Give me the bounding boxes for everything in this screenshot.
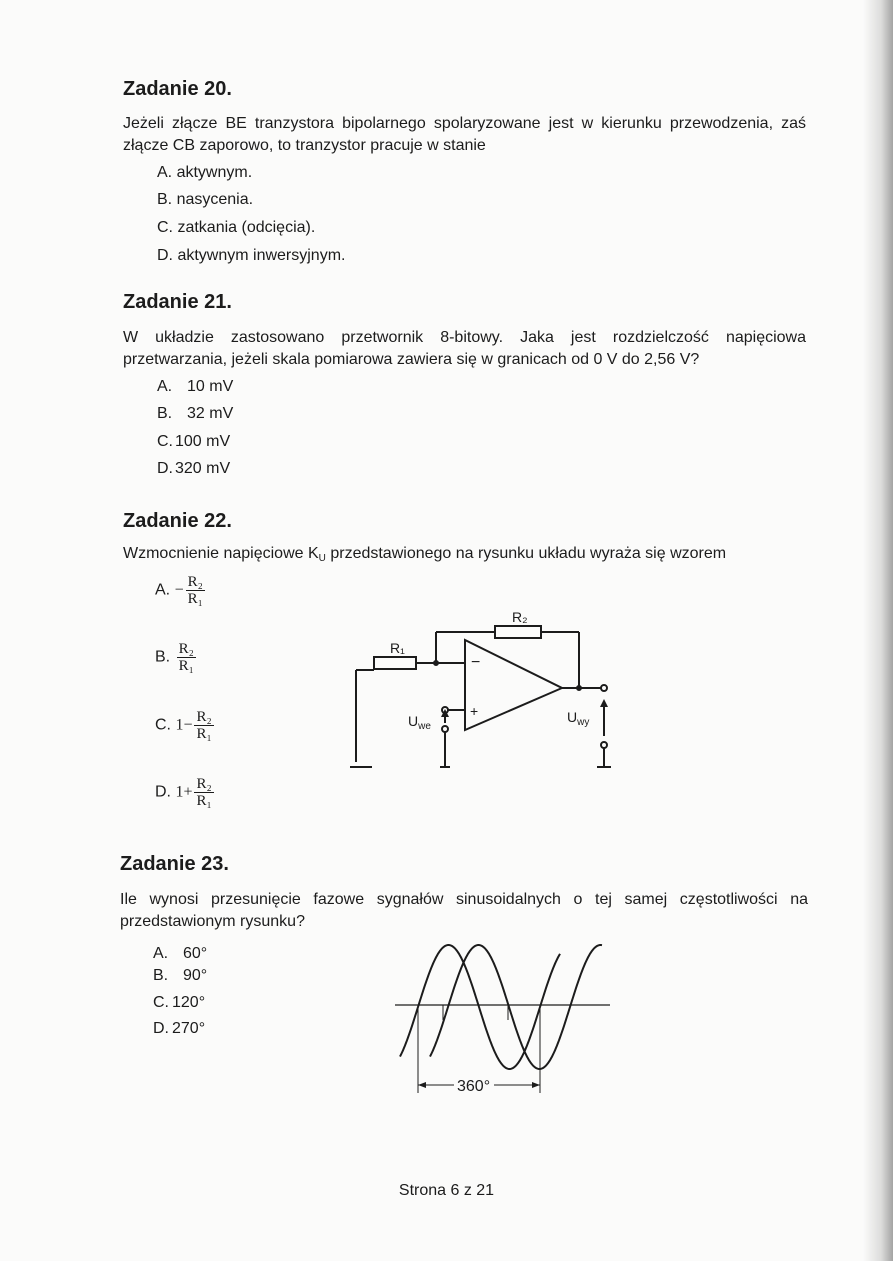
page-number: Strona 6 z 21 [398, 1182, 495, 1199]
output-ground-terminal [601, 742, 607, 748]
question-22-option-a[interactable] [155, 574, 207, 607]
option-value: 270° [172, 1020, 206, 1037]
option-letter: D. [153, 1020, 169, 1037]
question-20-text: Jeżeli złącze BE tranzystora bipolarnego spolaryzowane jest w kierunku przewodzenia, zaś złącze CB zaporowo, to tranzystor pracuje w stanie [123, 115, 806, 154]
output-terminal [601, 685, 607, 691]
option-value: 60° [183, 945, 208, 962]
option-value: 90° [183, 967, 208, 984]
option-value: 120° [172, 994, 206, 1011]
question-22-option-d[interactable] [155, 776, 216, 809]
option-letter: A. [155, 581, 171, 599]
question-22-option-b[interactable] [155, 641, 198, 674]
option-value: 320 mV [175, 460, 231, 477]
question-22-option-c[interactable] [155, 709, 216, 742]
question-23-option-b[interactable] [153, 966, 208, 986]
formula-prefix: 1+ [175, 783, 193, 801]
question-21-option-d[interactable] [157, 459, 231, 479]
question-21-option-b[interactable] [157, 404, 234, 424]
resistor-r1 [374, 657, 416, 669]
inverting-amplifier-circuit [340, 600, 630, 785]
question-23-option-d[interactable] [153, 1019, 206, 1039]
question-20-title: Zadanie 20. [123, 78, 232, 100]
arrowhead-left [418, 1082, 426, 1088]
plus-sign: + [470, 703, 479, 719]
question-21-option-a[interactable] [157, 377, 234, 397]
r2-label: R₂ [512, 609, 528, 625]
fraction: $\frac{\text{R₂}}{\text{R₁}}$ [196, 709, 212, 742]
uwy-arrowhead [600, 699, 608, 707]
formula-prefix: 1− [175, 716, 193, 734]
resistor-r2 [495, 626, 541, 638]
sine-wave-1 [400, 945, 560, 1069]
question-23-option-a[interactable] [153, 944, 208, 964]
option-letter: B. [153, 967, 169, 984]
period-label: 360° [457, 1078, 491, 1095]
option-value: 100 mV [175, 433, 231, 450]
question-20-option-b[interactable]: B. nasycenia. [157, 191, 254, 208]
uwy-label: $U_{wy}$ [567, 709, 590, 728]
formula-prefix: − [174, 581, 184, 599]
fraction: $\frac{\text{R₂}}{\text{R₁}}$ [196, 776, 212, 809]
input-ground-terminal [442, 726, 448, 732]
minus-sign: − [471, 654, 481, 671]
option-letter: B. [157, 405, 173, 422]
question-23-text: Ile wynosi przesunięcie fazowe sygnałów sinusoidalnych o tej samej częstotliwości na przedstawionym rysunku? [120, 891, 808, 930]
option-value: 32 mV [187, 405, 234, 422]
fraction: $\frac{\text{R₂}}{\text{R₁}}$ [178, 641, 194, 674]
question-22-text: Wzmocnienie napięciowe $K_U$ przedstawionego na rysunku układu wyraża się wzorem [123, 545, 727, 564]
question-23-option-c[interactable] [153, 993, 206, 1013]
option-letter: C. [155, 716, 171, 734]
fraction: $\frac{\text{R₂}}{\text{R₁}}$ [187, 574, 203, 607]
arrowhead-right [532, 1082, 540, 1088]
question-21-title: Zadanie 21. [123, 291, 232, 313]
question-21-option-c[interactable] [157, 432, 231, 452]
option-letter: A. [153, 945, 169, 962]
option-value: 10 mV [187, 378, 234, 395]
question-20-option-a[interactable]: A. aktywnym. [157, 164, 253, 181]
question-21-text: W układzie zastosowano przetwornik 8-bitowy. Jaka jest rozdzielczość napięciowa przetwarzania, jeżeli skala pomiarowa zawiera się w granicach od 0 V do 2,56 V? [123, 329, 806, 368]
node [577, 686, 581, 690]
uwe-label: $U_{we}$ [408, 713, 431, 732]
option-letter: D. [155, 783, 171, 801]
question-20-option-d[interactable]: D. aktywnym inwersyjnym. [157, 247, 346, 264]
option-letter: C. [153, 994, 169, 1011]
option-letter: B. [155, 648, 171, 666]
option-letter: C. [157, 433, 173, 450]
question-20-option-c[interactable]: C. zatkania (odcięcia). [157, 219, 316, 236]
page-edge-shadow [863, 0, 893, 1261]
r1-label: R₁ [390, 640, 405, 656]
phase-shift-sine-diagram [390, 935, 615, 1110]
sine-wave-2 [430, 945, 602, 1069]
option-letter: A. [157, 378, 173, 395]
question-22-title: Zadanie 22. [123, 510, 232, 532]
option-letter: D. [157, 460, 173, 477]
question-23-title: Zadanie 23. [120, 853, 229, 875]
